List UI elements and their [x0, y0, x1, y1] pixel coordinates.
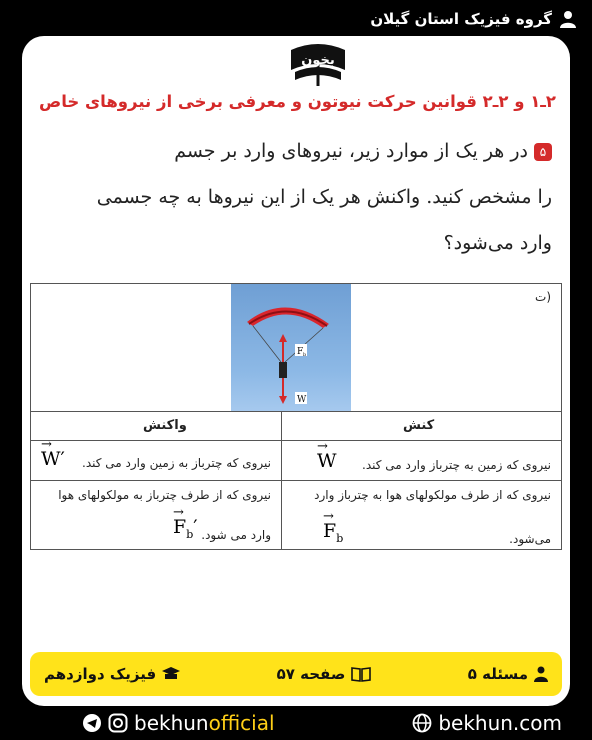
row1-reaction-text: نیروی که چترباز به زمین وارد می کند.: [82, 456, 271, 470]
graduation-cap-icon: [162, 666, 180, 682]
question-line-2: را مشخص کنید. واکنش هر یک از این نیروها به چه جسمی: [96, 186, 552, 208]
top-bar: [0, 0, 592, 38]
question-line-1: در هر یک از موارد زیر، نیروهای وارد بر جسم: [174, 140, 528, 162]
website-text: bekhun.com: [438, 711, 562, 735]
handle-accent: official: [208, 711, 275, 735]
problem-info: [468, 665, 548, 683]
row1-reaction-symbol: → W′: [41, 437, 65, 470]
answer-table: [30, 283, 562, 550]
book-title: فیزیک دوازدهم: [44, 665, 157, 683]
open-book-icon: [351, 666, 371, 682]
buoyancy-label-sub: b: [303, 352, 307, 358]
group-name: گروه فیزیک استان گیلان: [370, 10, 552, 28]
row2-action-symbol: → $F_b$: [323, 509, 344, 545]
book-logo-icon: [287, 40, 349, 90]
row2-action-line2: می‌شود.: [509, 532, 551, 546]
question-line-3: وارد می‌شود؟: [443, 232, 552, 254]
user-icon: [560, 10, 576, 28]
brand-logo: [287, 40, 349, 90]
part-label: ت): [535, 290, 551, 304]
row-divider: [31, 480, 561, 481]
image-cell: [31, 284, 561, 412]
website-link[interactable]: [412, 711, 562, 735]
weight-label: W: [297, 395, 307, 405]
student-icon: [534, 666, 548, 682]
col-reaction: واکنش: [143, 418, 187, 433]
row2-reaction-line2: وارد می شود.: [201, 528, 271, 542]
brand-logo-text: بخون: [301, 53, 335, 68]
footer: [0, 706, 592, 740]
book-info: [44, 665, 180, 683]
instagram-icon: [108, 713, 128, 733]
bottom-info-bar: [30, 652, 562, 696]
row2-reaction-line1: نیروی که از طرف چترباز به مولکولهای هوا: [58, 488, 271, 502]
row1-action-text: نیروی که زمین به چترباز وارد می کند.: [362, 458, 551, 472]
row1-action-symbol: → W: [317, 439, 337, 472]
globe-icon: [412, 713, 432, 733]
handle-plain: bekhun: [134, 711, 209, 735]
question-number: ۵: [534, 143, 552, 161]
page-number: صفحه ۵۷: [276, 665, 346, 683]
social-handle[interactable]: [82, 711, 275, 735]
parachutist-figure: [279, 362, 287, 378]
col-action: کنش: [403, 418, 435, 433]
row2-action-line1: نیروی که از طرف مولکولهای هوا به چترباز وارد: [314, 488, 551, 502]
header-divider: [31, 440, 561, 441]
section-heading: ۲ـ۱ و ۲ـ۲ قوانین حرکت نیوتون و معرفی برخی از نیروهای خاص: [39, 92, 556, 111]
question-text: [32, 128, 552, 266]
parachutist-photo: [231, 284, 351, 411]
column-divider: [281, 412, 282, 550]
problem-number: مسئله ۵: [467, 665, 528, 683]
telegram-icon: [82, 713, 102, 733]
buoyancy-label: F: [297, 347, 304, 357]
row2-reaction-symbol: → $F_b'$: [173, 505, 198, 541]
page-info: [277, 665, 372, 683]
